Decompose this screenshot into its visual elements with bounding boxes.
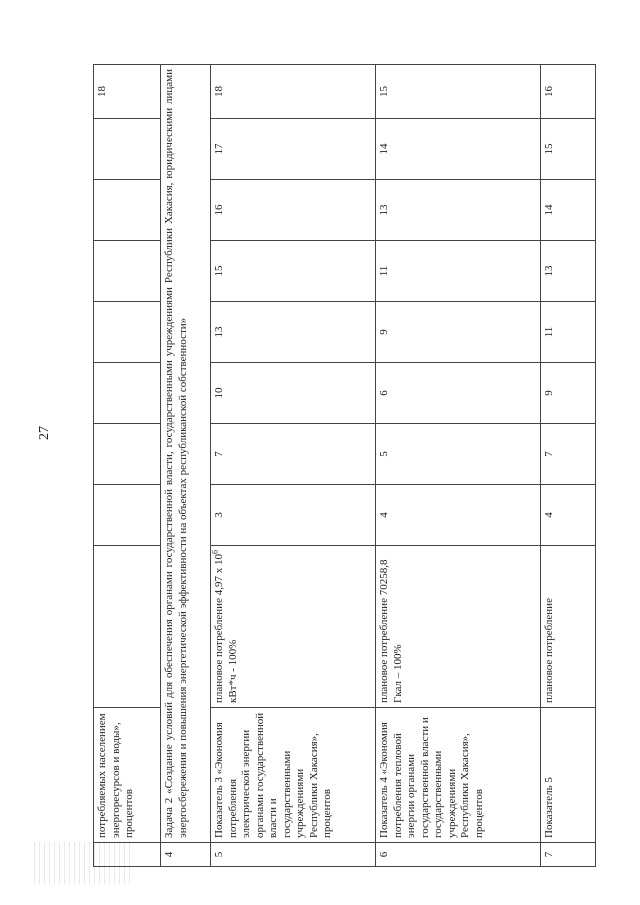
value-cell: 13 xyxy=(541,241,596,302)
value-cell: 17 xyxy=(211,119,376,180)
base-value-cell: плановое потребление xyxy=(541,546,596,708)
value-cell: 7 xyxy=(211,424,376,485)
indicator-cell: Показатель 3 «Экономия потребления электрической энергии органами государственной власти и государственными учреждениями Республики Хакасия», процентов xyxy=(211,708,376,843)
value-cell: 3 xyxy=(211,485,376,546)
value-cell: 18 xyxy=(211,65,376,119)
value-cell: 10 xyxy=(211,363,376,424)
row-number: 4 xyxy=(161,843,211,867)
value-cell: 14 xyxy=(376,119,541,180)
value-cell: 16 xyxy=(211,180,376,241)
value-cell: 13 xyxy=(211,302,376,363)
table-row xyxy=(376,65,541,867)
table-row xyxy=(541,65,596,867)
value-cell: 5 xyxy=(376,424,541,485)
value-cell: 9 xyxy=(376,302,541,363)
table-row xyxy=(94,65,161,867)
value-cell: 11 xyxy=(376,241,541,302)
value-cell: 18 xyxy=(94,65,161,119)
base-value-cell: плановое потребление 70258,8 Гкал – 100% xyxy=(376,546,541,708)
row-number: 6 xyxy=(376,843,541,867)
indicator-cell: потребляемых населением энергоресурсов и воды», процентов xyxy=(94,708,161,843)
value-cell: 9 xyxy=(541,363,596,424)
task-row xyxy=(161,65,211,867)
value-cell: 16 xyxy=(541,65,596,119)
value-cell: 6 xyxy=(376,363,541,424)
value-cell: 4 xyxy=(376,485,541,546)
table-row xyxy=(211,65,376,867)
value-cell: 4 xyxy=(541,485,596,546)
page-number: 27 xyxy=(37,426,52,440)
value-cell: 15 xyxy=(211,241,376,302)
table-sheet xyxy=(93,65,596,867)
value-cell: 14 xyxy=(541,180,596,241)
value-cell: 15 xyxy=(376,65,541,119)
task-heading: Задача 2 «Создание условий для обеспечения органами государственной власти, государственными учреждениями Республики Хакасия, юридическими лицами энергосбережения и повышения энергетической эффективности на объектах республиканской собственности» xyxy=(161,65,211,843)
value-cell: 11 xyxy=(541,302,596,363)
row-number: 5 xyxy=(211,843,376,867)
value-cell: 13 xyxy=(376,180,541,241)
base-value-cell: плановое потребление 4,97 х $10^6$ кВт*ч - 100% xyxy=(211,546,376,708)
value-cell: 7 xyxy=(541,424,596,485)
row-number: 7 xyxy=(541,843,596,867)
indicators-table xyxy=(93,64,596,867)
value-cell: 15 xyxy=(541,119,596,180)
indicator-cell: Показатель 5 xyxy=(541,708,596,843)
indicator-cell: Показатель 4 «Экономия потребления тепловой энергии органами государственной власти и государственными учреждениями Республики Хакасия», процентов xyxy=(376,708,541,843)
